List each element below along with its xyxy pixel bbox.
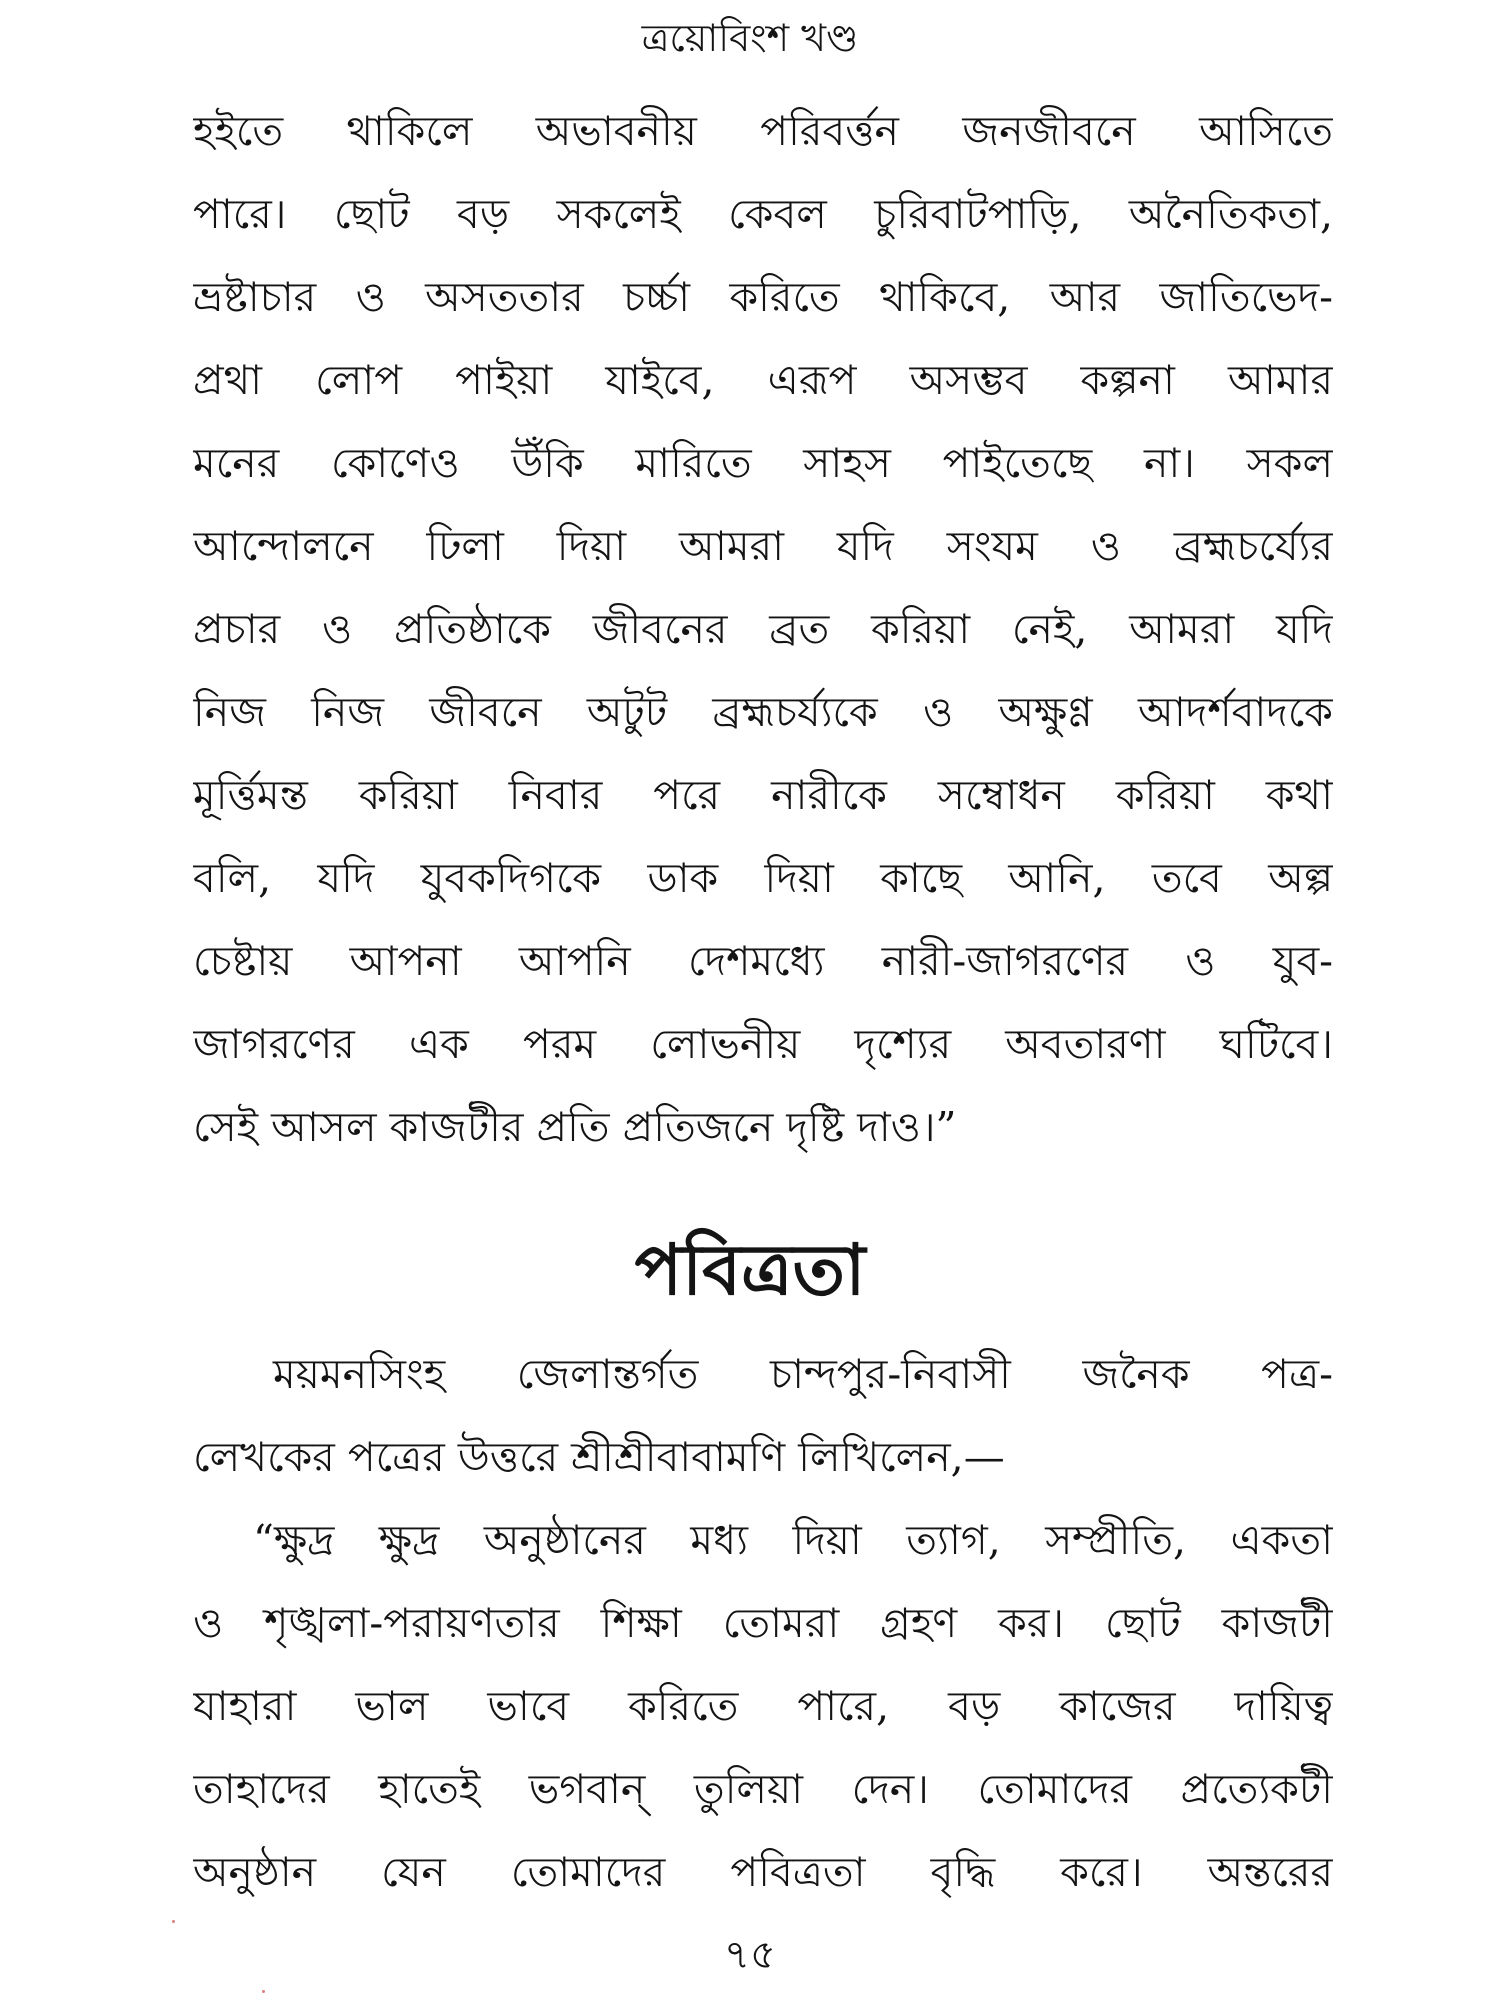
text-line: লেখকের পত্রের উত্তরে শ্রীশ্রীবাবামণি লিখিলেন,— [193,1433,1005,1481]
print-speck [262,1990,265,1993]
text-line: মূর্ত্তিমন্ত করিয়া নিবার পরে নারীকে সম্বোধন করিয়া কথা [193,771,1333,819]
paragraph-1 [193,90,1333,1169]
text-line: আন্দোলনে ঢিলা দিয়া আমরা যদি সংযম ও ব্রহ্মচর্য্যের [193,522,1333,570]
text-line: হইতে থাকিলে অভাবনীয় পরিবর্ত্তন জনজীবনে আসিতে [193,107,1333,155]
text-line: “ক্ষুদ্র ক্ষুদ্র অনুষ্ঠানের মধ্য দিয়া ত্যাগ, সম্প্রীতি, একতা [253,1516,1333,1564]
running-head: ত্রয়োবিংশ খণ্ড [641,16,859,60]
text-line: প্রথা লোপ পাইয়া যাইবে, এরূপ অসম্ভব কল্পনা আমার [193,356,1333,404]
text-line: সেই আসল কাজটীর প্রতি প্রতিজনে দৃষ্টি দাও।” [193,1103,957,1151]
text-line: ময়মনসিংহ জেলান্তর্গত চান্দপুর-নিবাসী জনৈক পত্র- [273,1350,1333,1398]
print-speck [172,1920,175,1923]
page-number: ৭৫ [724,1932,776,1978]
section-title: পবিত্রতা [634,1228,866,1311]
text-line: ও শৃঙ্খলা-পরায়ণতার শিক্ষা তোমরা গ্রহণ কর। ছোট কাজটী [193,1599,1333,1647]
text-line: যাহারা ভাল ভাবে করিতে পারে, বড় কাজের দায়িত্ব [193,1682,1333,1730]
text-line: তাহাদের হাতেই ভগবান্ তুলিয়া দেন। তোমাদের প্রত্যেকটী [193,1765,1333,1813]
paragraph-2 [193,1333,1333,1914]
text-line: বলি, যদি যুবকদিগকে ডাক দিয়া কাছে আনি, তবে অল্প [193,854,1333,902]
text-line: নিজ নিজ জীবনে অটুট ব্রহ্মচর্য্যকে ও অক্ষুণ্ণ আদর্শবাদকে [193,688,1333,736]
text-line: প্রচার ও প্রতিষ্ঠাকে জীবনের ব্রত করিয়া নেই, আমরা যদি [193,605,1333,653]
text-line: জাগরণের এক পরম লোভনীয় দৃশ্যের অবতারণা ঘটিবে। [193,1020,1333,1068]
text-line: ভ্রষ্টাচার ও অসততার চর্চ্চা করিতে থাকিবে, আর জাতিভেদ- [193,273,1333,321]
text-line: অনুষ্ঠান যেন তোমাদের পবিত্রতা বৃদ্ধি করে। অন্তরের [193,1848,1333,1896]
text-line: চেষ্টায় আপনা আপনি দেশমধ্যে নারী-জাগরণের ও যুব- [193,937,1333,985]
text-line: মনের কোণেও উঁকি মারিতে সাহস পাইতেছে না। সকল [193,439,1333,487]
text-line: পারে। ছোট বড় সকলেই কেবল চুরিবাটপাড়ি, অনৈতিকতা, [193,190,1333,238]
